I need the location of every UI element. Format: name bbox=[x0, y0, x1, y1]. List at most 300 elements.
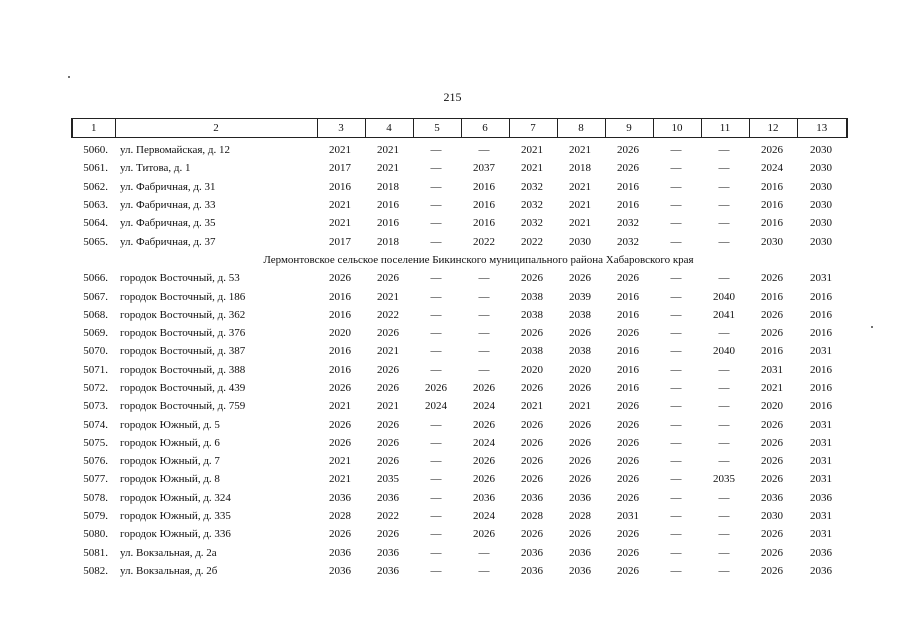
year-cell-col-7: 2036 bbox=[521, 491, 543, 504]
address-cell: ул. Фабричная, д. 35 bbox=[120, 217, 216, 230]
year-cell-col-4: 2026 bbox=[377, 272, 399, 285]
year-cell-col-5: — bbox=[430, 491, 442, 504]
year-cell-col-11: — bbox=[718, 235, 730, 248]
table-row bbox=[71, 415, 846, 433]
year-cell-col-3: 2036 bbox=[329, 491, 351, 504]
year-cell-col-11: — bbox=[718, 327, 730, 340]
year-cell-col-12: 2016 bbox=[761, 199, 783, 212]
year-cell-col-3: 2021 bbox=[329, 400, 351, 413]
year-cell-col-9: 2026 bbox=[617, 418, 639, 431]
column-header-5: 5 bbox=[413, 119, 461, 138]
year-cell-col-10: — bbox=[670, 418, 682, 431]
address-cell: городок Восточный, д. 362 bbox=[120, 308, 246, 321]
year-cell-col-8: 2026 bbox=[569, 455, 591, 468]
year-cell-col-11: — bbox=[718, 217, 730, 230]
column-header-12: 12 bbox=[749, 119, 797, 138]
year-cell-col-3: 2028 bbox=[329, 510, 351, 523]
year-cell-col-13: 2016 bbox=[810, 400, 832, 413]
column-header-8: 8 bbox=[557, 119, 605, 138]
column-header-4: 4 bbox=[365, 119, 413, 138]
year-cell-col-4: 2021 bbox=[377, 290, 399, 303]
year-cell-col-4: 2026 bbox=[377, 382, 399, 394]
year-cell-col-3: 2016 bbox=[329, 290, 351, 303]
year-cell-col-7: 2021 bbox=[521, 162, 543, 175]
year-cell-col-13: 2031 bbox=[810, 418, 832, 431]
year-cell-col-3: 2026 bbox=[329, 272, 351, 285]
year-cell-col-11: 2040 bbox=[713, 345, 735, 358]
year-cell-col-10: — bbox=[670, 510, 682, 523]
year-cell-col-5: — bbox=[430, 473, 442, 486]
year-cell-col-4: 2018 bbox=[377, 180, 399, 193]
year-cell-col-7: 2032 bbox=[521, 199, 543, 212]
year-cell-col-8: 2018 bbox=[569, 162, 591, 175]
year-cell-col-6: — bbox=[478, 308, 490, 321]
address-cell: городок Восточный, д. 186 bbox=[120, 290, 246, 303]
year-cell-col-11: — bbox=[718, 382, 730, 394]
year-cell-col-8: 2038 bbox=[569, 345, 591, 358]
row-number: 5062. bbox=[83, 180, 108, 193]
year-cell-col-11: — bbox=[718, 491, 730, 504]
year-cell-col-11: — bbox=[718, 144, 730, 157]
year-cell-col-5: — bbox=[430, 345, 442, 358]
row-number: 5068. bbox=[83, 308, 108, 321]
row-number: 5063. bbox=[83, 199, 108, 212]
year-cell-col-4: 2026 bbox=[377, 455, 399, 468]
address-cell: ул. Вокзальная, д. 2б bbox=[120, 564, 218, 577]
table-row bbox=[71, 178, 846, 196]
table-row bbox=[71, 342, 846, 360]
year-cell-col-10: — bbox=[670, 290, 682, 303]
table-row bbox=[71, 269, 846, 287]
year-cell-col-6: — bbox=[478, 327, 490, 340]
year-cell-col-13: 2030 bbox=[810, 162, 832, 175]
address-cell: городок Восточный, д. 53 bbox=[120, 272, 240, 285]
year-cell-col-13: 2030 bbox=[810, 217, 832, 230]
year-cell-col-12: 2021 bbox=[761, 382, 783, 394]
year-cell-col-8: 2021 bbox=[569, 180, 591, 193]
year-cell-col-11: — bbox=[718, 564, 730, 577]
year-cell-col-4: 2035 bbox=[377, 473, 399, 486]
year-cell-col-6: 2026 bbox=[473, 418, 495, 431]
year-cell-col-5: — bbox=[430, 510, 442, 523]
year-cell-col-11: — bbox=[718, 272, 730, 285]
column-header-13: 13 bbox=[797, 119, 847, 138]
address-cell: городок Восточный, д. 387 bbox=[120, 345, 246, 358]
year-cell-col-7: 2026 bbox=[521, 528, 543, 541]
row-number: 5064. bbox=[83, 217, 108, 230]
row-number: 5079. bbox=[83, 510, 108, 523]
year-cell-col-5: — bbox=[430, 363, 442, 376]
year-cell-col-13: 2036 bbox=[810, 546, 832, 559]
year-cell-col-4: 2016 bbox=[377, 199, 399, 212]
year-cell-col-12: 2020 bbox=[761, 400, 783, 413]
year-cell-col-4: 2022 bbox=[377, 308, 399, 321]
table-row bbox=[71, 525, 846, 543]
year-cell-col-5: — bbox=[430, 308, 442, 321]
year-cell-col-10: — bbox=[670, 180, 682, 193]
row-number: 5065. bbox=[83, 235, 108, 248]
year-cell-col-12: 2031 bbox=[761, 363, 783, 376]
year-cell-col-12: 2030 bbox=[761, 510, 783, 523]
year-cell-col-11: — bbox=[718, 180, 730, 193]
column-header-6: 6 bbox=[461, 119, 509, 138]
year-cell-col-12: 2026 bbox=[761, 144, 783, 157]
year-cell-col-12: 2026 bbox=[761, 546, 783, 559]
year-cell-col-6: 2037 bbox=[473, 162, 495, 175]
scan-speck-left bbox=[68, 76, 70, 78]
year-cell-col-10: — bbox=[670, 473, 682, 486]
year-cell-col-8: 2026 bbox=[569, 473, 591, 486]
year-cell-col-7: 2038 bbox=[521, 290, 543, 303]
year-cell-col-6: 2022 bbox=[473, 235, 495, 248]
year-cell-col-13: 2036 bbox=[810, 564, 832, 577]
year-cell-col-6: — bbox=[478, 290, 490, 303]
year-cell-col-9: 2026 bbox=[617, 400, 639, 413]
column-number-header bbox=[71, 118, 848, 138]
year-cell-col-8: 2021 bbox=[569, 199, 591, 212]
year-cell-col-3: 2021 bbox=[329, 455, 351, 468]
year-cell-col-12: 2026 bbox=[761, 473, 783, 486]
row-number: 5067. bbox=[83, 290, 108, 303]
year-cell-col-10: — bbox=[670, 144, 682, 157]
year-cell-col-9: 2026 bbox=[617, 327, 639, 340]
year-cell-col-7: 2026 bbox=[521, 455, 543, 468]
year-cell-col-3: 2017 bbox=[329, 162, 351, 175]
year-cell-col-5: — bbox=[430, 327, 442, 340]
year-cell-col-12: 2030 bbox=[761, 235, 783, 248]
year-cell-col-12: 2026 bbox=[761, 564, 783, 577]
year-cell-col-4: 2036 bbox=[377, 564, 399, 577]
year-cell-col-7: 2038 bbox=[521, 308, 543, 321]
row-number: 5077. bbox=[83, 473, 108, 486]
year-cell-col-11: — bbox=[718, 528, 730, 541]
year-cell-col-10: — bbox=[670, 235, 682, 248]
year-cell-col-8: 2036 bbox=[569, 564, 591, 577]
year-cell-col-6: 2016 bbox=[473, 180, 495, 193]
section-heading-row bbox=[71, 251, 846, 269]
table-row bbox=[71, 287, 846, 305]
year-cell-col-8: 2026 bbox=[569, 436, 591, 449]
year-cell-col-13: 2031 bbox=[810, 272, 832, 285]
year-cell-col-10: — bbox=[670, 363, 682, 376]
year-cell-col-13: 2016 bbox=[810, 290, 832, 303]
year-cell-col-3: 2020 bbox=[329, 327, 351, 340]
address-cell: городок Южный, д. 6 bbox=[120, 436, 220, 449]
year-cell-col-7: 2032 bbox=[521, 180, 543, 193]
year-cell-col-10: — bbox=[670, 345, 682, 358]
year-cell-col-9: 2026 bbox=[617, 546, 639, 559]
table-row bbox=[71, 361, 846, 379]
address-cell: городок Восточный, д. 376 bbox=[120, 327, 246, 340]
page-number: 215 bbox=[443, 90, 462, 104]
year-cell-col-10: — bbox=[670, 327, 682, 340]
row-number: 5066. bbox=[83, 272, 108, 285]
year-cell-col-13: 2031 bbox=[810, 528, 832, 541]
year-cell-col-3: 2021 bbox=[329, 144, 351, 157]
address-cell: городок Восточный, д. 759 bbox=[120, 400, 246, 413]
year-cell-col-10: — bbox=[670, 382, 682, 394]
row-number: 5070. bbox=[83, 345, 108, 358]
row-number: 5061. bbox=[83, 162, 108, 175]
year-cell-col-8: 2038 bbox=[569, 308, 591, 321]
year-cell-col-13: 2036 bbox=[810, 491, 832, 504]
year-cell-col-9: 2026 bbox=[617, 473, 639, 486]
year-cell-col-13: 2016 bbox=[810, 308, 832, 321]
year-cell-col-11: — bbox=[718, 418, 730, 431]
year-cell-col-4: 2036 bbox=[377, 491, 399, 504]
address-cell: ул. Титова, д. 1 bbox=[120, 162, 191, 175]
year-cell-col-12: 2026 bbox=[761, 272, 783, 285]
year-cell-col-4: 2026 bbox=[377, 418, 399, 431]
year-cell-col-11: — bbox=[718, 363, 730, 376]
year-cell-col-3: 2021 bbox=[329, 217, 351, 230]
year-cell-col-5: — bbox=[430, 528, 442, 541]
year-cell-col-8: 2030 bbox=[569, 235, 591, 248]
year-cell-col-13: 2030 bbox=[810, 235, 832, 248]
row-number: 5076. bbox=[83, 455, 108, 468]
year-cell-col-12: 2016 bbox=[761, 345, 783, 358]
year-cell-col-6: — bbox=[478, 363, 490, 376]
table-row bbox=[71, 196, 846, 214]
year-cell-col-9: 2026 bbox=[617, 455, 639, 468]
year-cell-col-3: 2021 bbox=[329, 199, 351, 212]
year-cell-col-11: — bbox=[718, 510, 730, 523]
year-cell-col-3: 2026 bbox=[329, 418, 351, 431]
table-row bbox=[71, 434, 846, 452]
year-cell-col-8: 2039 bbox=[569, 290, 591, 303]
year-cell-col-3: 2016 bbox=[329, 308, 351, 321]
year-cell-col-12: 2026 bbox=[761, 418, 783, 431]
address-cell: городок Южный, д. 7 bbox=[120, 455, 220, 468]
year-cell-col-3: 2026 bbox=[329, 528, 351, 541]
year-cell-col-3: 2036 bbox=[329, 546, 351, 559]
year-cell-col-10: — bbox=[670, 455, 682, 468]
year-cell-col-6: — bbox=[478, 345, 490, 358]
table-row bbox=[71, 141, 846, 159]
year-cell-col-6: 2026 bbox=[473, 473, 495, 486]
year-cell-col-10: — bbox=[670, 272, 682, 285]
year-cell-col-6: 2024 bbox=[473, 510, 495, 523]
year-cell-col-13: 2031 bbox=[810, 510, 832, 523]
year-cell-col-10: — bbox=[670, 400, 682, 413]
address-cell: ул. Первомайская, д. 12 bbox=[120, 144, 230, 157]
year-cell-col-4: 2021 bbox=[377, 345, 399, 358]
column-header-10: 10 bbox=[653, 119, 701, 138]
year-cell-col-13: 2031 bbox=[810, 455, 832, 468]
address-cell: городок Южный, д. 324 bbox=[120, 491, 231, 504]
year-cell-col-8: 2021 bbox=[569, 144, 591, 157]
scan-speck-right bbox=[871, 326, 873, 328]
year-cell-col-5: — bbox=[430, 199, 442, 212]
year-cell-col-12: 2016 bbox=[761, 180, 783, 193]
year-cell-col-9: 2016 bbox=[617, 345, 639, 358]
year-cell-col-7: 2021 bbox=[521, 400, 543, 413]
year-cell-col-9: 2026 bbox=[617, 528, 639, 541]
row-number: 5075. bbox=[83, 436, 108, 449]
year-cell-col-8: 2026 bbox=[569, 382, 591, 394]
year-cell-col-4: 2016 bbox=[377, 217, 399, 230]
year-cell-col-13: 2016 bbox=[810, 363, 832, 376]
year-cell-col-7: 2026 bbox=[521, 473, 543, 486]
year-cell-col-5: — bbox=[430, 180, 442, 193]
year-cell-col-4: 2026 bbox=[377, 436, 399, 449]
address-cell: ул. Фабричная, д. 31 bbox=[120, 180, 216, 193]
year-cell-col-3: 2016 bbox=[329, 363, 351, 376]
year-cell-col-13: 2016 bbox=[810, 382, 832, 394]
year-cell-col-5: — bbox=[430, 546, 442, 559]
year-cell-col-4: 2026 bbox=[377, 327, 399, 340]
year-cell-col-3: 2017 bbox=[329, 235, 351, 248]
year-cell-col-4: 2026 bbox=[377, 528, 399, 541]
year-cell-col-9: 2016 bbox=[617, 363, 639, 376]
year-cell-col-5: — bbox=[430, 272, 442, 285]
year-cell-col-6: — bbox=[478, 546, 490, 559]
year-cell-col-10: — bbox=[670, 162, 682, 175]
year-cell-col-7: 2036 bbox=[521, 564, 543, 577]
year-cell-col-11: 2035 bbox=[713, 473, 735, 486]
year-cell-col-13: 2016 bbox=[810, 327, 832, 340]
year-cell-col-3: 2016 bbox=[329, 180, 351, 193]
year-cell-col-13: 2031 bbox=[810, 473, 832, 486]
year-cell-col-11: — bbox=[718, 400, 730, 413]
year-cell-col-6: — bbox=[478, 272, 490, 285]
address-cell: ул. Вокзальная, д. 2а bbox=[120, 546, 217, 559]
year-cell-col-7: 2038 bbox=[521, 345, 543, 358]
table-row bbox=[71, 562, 846, 580]
table-row bbox=[71, 489, 846, 507]
table-row bbox=[71, 379, 846, 397]
year-cell-col-9: 2016 bbox=[617, 199, 639, 212]
table-row bbox=[71, 397, 846, 415]
year-cell-col-9: 2016 bbox=[617, 180, 639, 193]
address-cell: городок Южный, д. 5 bbox=[120, 418, 220, 431]
year-cell-col-5: — bbox=[430, 290, 442, 303]
year-cell-col-3: 2016 bbox=[329, 345, 351, 358]
column-header-1: 1 bbox=[72, 119, 115, 138]
year-cell-col-6: 2026 bbox=[473, 528, 495, 541]
year-cell-col-8: 2026 bbox=[569, 528, 591, 541]
row-number: 5080. bbox=[83, 528, 108, 541]
year-cell-col-4: 2021 bbox=[377, 144, 399, 157]
year-cell-col-12: 2016 bbox=[761, 217, 783, 230]
year-cell-col-13: 2031 bbox=[810, 436, 832, 449]
year-cell-col-5: — bbox=[430, 455, 442, 468]
data-table bbox=[71, 141, 846, 580]
year-cell-col-9: 2016 bbox=[617, 290, 639, 303]
year-cell-col-9: 2032 bbox=[617, 217, 639, 230]
year-cell-col-5: — bbox=[430, 418, 442, 431]
year-cell-col-8: 2036 bbox=[569, 546, 591, 559]
year-cell-col-10: — bbox=[670, 564, 682, 577]
year-cell-col-3: 2021 bbox=[329, 473, 351, 486]
table-row bbox=[71, 507, 846, 525]
year-cell-col-12: 2026 bbox=[761, 436, 783, 449]
year-cell-col-9: 2026 bbox=[617, 491, 639, 504]
table-row bbox=[71, 232, 846, 250]
year-cell-col-12: 2024 bbox=[761, 162, 783, 175]
table-row bbox=[71, 544, 846, 562]
year-cell-col-9: 2016 bbox=[617, 308, 639, 321]
year-cell-col-7: 2026 bbox=[521, 418, 543, 431]
year-cell-col-11: — bbox=[718, 455, 730, 468]
year-cell-col-8: 2026 bbox=[569, 272, 591, 285]
year-cell-col-6: 2026 bbox=[473, 382, 495, 394]
column-header-3: 3 bbox=[317, 119, 365, 138]
year-cell-col-9: 2026 bbox=[617, 272, 639, 285]
year-cell-col-12: 2036 bbox=[761, 491, 783, 504]
year-cell-col-3: 2026 bbox=[329, 382, 351, 394]
year-cell-col-11: — bbox=[718, 546, 730, 559]
year-cell-col-9: 2032 bbox=[617, 235, 639, 248]
table-row bbox=[71, 306, 846, 324]
year-cell-col-13: 2030 bbox=[810, 144, 832, 157]
year-cell-col-6: 2024 bbox=[473, 400, 495, 413]
year-cell-col-5: 2024 bbox=[425, 400, 447, 413]
row-number: 5082. bbox=[83, 564, 108, 577]
year-cell-col-11: — bbox=[718, 162, 730, 175]
table-row bbox=[71, 452, 846, 470]
table-row bbox=[71, 470, 846, 488]
year-cell-col-13: 2030 bbox=[810, 199, 832, 212]
year-cell-col-8: 2021 bbox=[569, 217, 591, 230]
year-cell-col-7: 2026 bbox=[521, 382, 543, 394]
year-cell-col-4: 2021 bbox=[377, 162, 399, 175]
row-number: 5073. bbox=[83, 400, 108, 413]
year-cell-col-8: 2036 bbox=[569, 491, 591, 504]
year-cell-col-10: — bbox=[670, 491, 682, 504]
year-cell-col-9: 2026 bbox=[617, 162, 639, 175]
address-cell: городок Южный, д. 8 bbox=[120, 473, 220, 486]
year-cell-col-9: 2031 bbox=[617, 510, 639, 523]
year-cell-col-12: 2016 bbox=[761, 290, 783, 303]
year-cell-col-8: 2028 bbox=[569, 510, 591, 523]
year-cell-col-11: — bbox=[718, 436, 730, 449]
year-cell-col-13: 2031 bbox=[810, 345, 832, 358]
year-cell-col-7: 2032 bbox=[521, 217, 543, 230]
year-cell-col-7: 2036 bbox=[521, 546, 543, 559]
year-cell-col-5: — bbox=[430, 144, 442, 157]
year-cell-col-9: 2016 bbox=[617, 382, 639, 394]
year-cell-col-11: — bbox=[718, 199, 730, 212]
year-cell-col-10: — bbox=[670, 436, 682, 449]
address-cell: ул. Фабричная, д. 33 bbox=[120, 199, 216, 212]
year-cell-col-5: — bbox=[430, 217, 442, 230]
address-cell: городок Восточный, д. 439 bbox=[120, 382, 246, 394]
year-cell-col-7: 2020 bbox=[521, 363, 543, 376]
table-row bbox=[71, 159, 846, 177]
address-cell: городок Южный, д. 335 bbox=[120, 510, 231, 523]
address-cell: городок Восточный, д. 388 bbox=[120, 363, 246, 376]
year-cell-col-4: 2036 bbox=[377, 546, 399, 559]
year-cell-col-12: 2026 bbox=[761, 528, 783, 541]
year-cell-col-5: — bbox=[430, 235, 442, 248]
year-cell-col-3: 2026 bbox=[329, 436, 351, 449]
column-header-9: 9 bbox=[605, 119, 653, 138]
year-cell-col-7: 2028 bbox=[521, 510, 543, 523]
year-cell-col-10: — bbox=[670, 546, 682, 559]
year-cell-col-4: 2018 bbox=[377, 235, 399, 248]
address-cell: городок Южный, д. 336 bbox=[120, 528, 231, 541]
row-number: 5071. bbox=[83, 363, 108, 376]
year-cell-col-7: 2026 bbox=[521, 272, 543, 285]
year-cell-col-9: 2026 bbox=[617, 436, 639, 449]
year-cell-col-8: 2026 bbox=[569, 327, 591, 340]
year-cell-col-6: — bbox=[478, 564, 490, 577]
year-cell-col-9: 2026 bbox=[617, 564, 639, 577]
row-number: 5078. bbox=[83, 491, 108, 504]
year-cell-col-10: — bbox=[670, 199, 682, 212]
row-number: 5081. bbox=[83, 546, 108, 559]
